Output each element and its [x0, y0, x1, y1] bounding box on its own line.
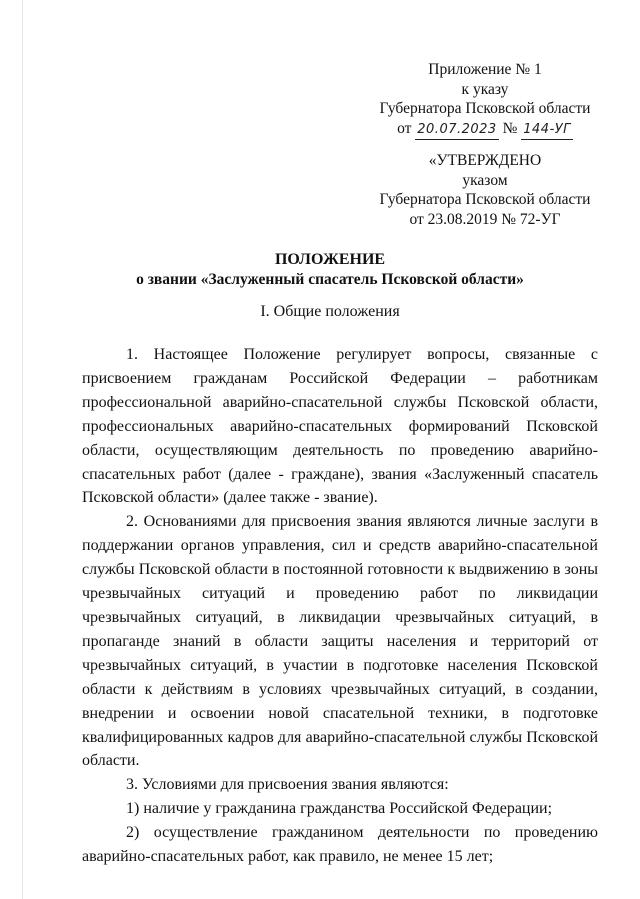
paragraph: 3. Условиями для присвоения звания являются:: [126, 776, 449, 794]
decree-date-number-line: [360, 119, 610, 141]
document-title: ПОЛОЖЕНИЕ: [274, 251, 386, 268]
document-title-block: [60, 250, 600, 290]
scan-edge-line: [22, 0, 23, 899]
from-label: от: [397, 119, 412, 137]
paragraph: 1) наличие у гражданина гражданства Российской Федерации;: [126, 800, 553, 818]
paragraph: 1. Настоящее Положение регулирует вопросы, связанные с присвоением гражданам Российской Федерации – работникам профессиональной аварийно-спасательной службы Псковской области, профессиональных аварийно-спасательных формирований Псковской области, осуществляющим деятельность по проведению аварийно-спасательных работ (далее - граждане), звания «Заслуженный спасатель Псковской области» (далее также - звание).: [82, 346, 598, 507]
handwritten-date: 20.07.2023: [415, 120, 498, 141]
document-subtitle: о звании «Заслуженный спасатель Псковской области»: [136, 271, 524, 288]
document-body: [82, 343, 598, 869]
appendix-number: Приложение № 1: [428, 61, 542, 78]
paragraph: 2) осуществление гражданином деятельности по проведению аварийно-спасательных работ, как правило, не менее 15 лет;: [82, 824, 598, 866]
approved-date-number: от 23.08.2019 № 72-УГ: [409, 210, 561, 228]
approved-label: «УТВЕРЖДЕНО: [428, 152, 542, 169]
section-heading: I. Общие положения: [260, 303, 400, 320]
approved-governor-label: Губернатора Псковской области: [379, 191, 591, 208]
paragraph: 2. Основаниями для присвоения звания являются личные заслуги в поддержании органов управления, сил и средств аварийно-спасательной службы Псковской области в постоянной готовности к выдвижению в зоны чрезвычайных ситуаций и проведению работ по ликвидации чрезвычайных ситуаций, в ликвидации чрезвычайных ситуаций, в пропаганде знаний в области защиты населения и территорий от чрезвычайных ситуаций, в участии в подготовке населения Псковской области к действиям в условиях чрезвычайных ситуаций, в создании, внедрении и освоении новой спасательной техники, в подготовке квалифицированных кадров для аварийно-спасательной службы Псковской области.: [82, 513, 598, 770]
to-decree-label: к указу: [461, 80, 509, 98]
handwritten-number: 144-УГ: [521, 120, 573, 141]
appendix-header: [360, 60, 610, 140]
by-decree-label: указом: [462, 171, 508, 189]
number-label: №: [502, 119, 518, 137]
approved-block: [360, 151, 610, 229]
governor-label: Губернатора Псковской области: [379, 100, 591, 117]
